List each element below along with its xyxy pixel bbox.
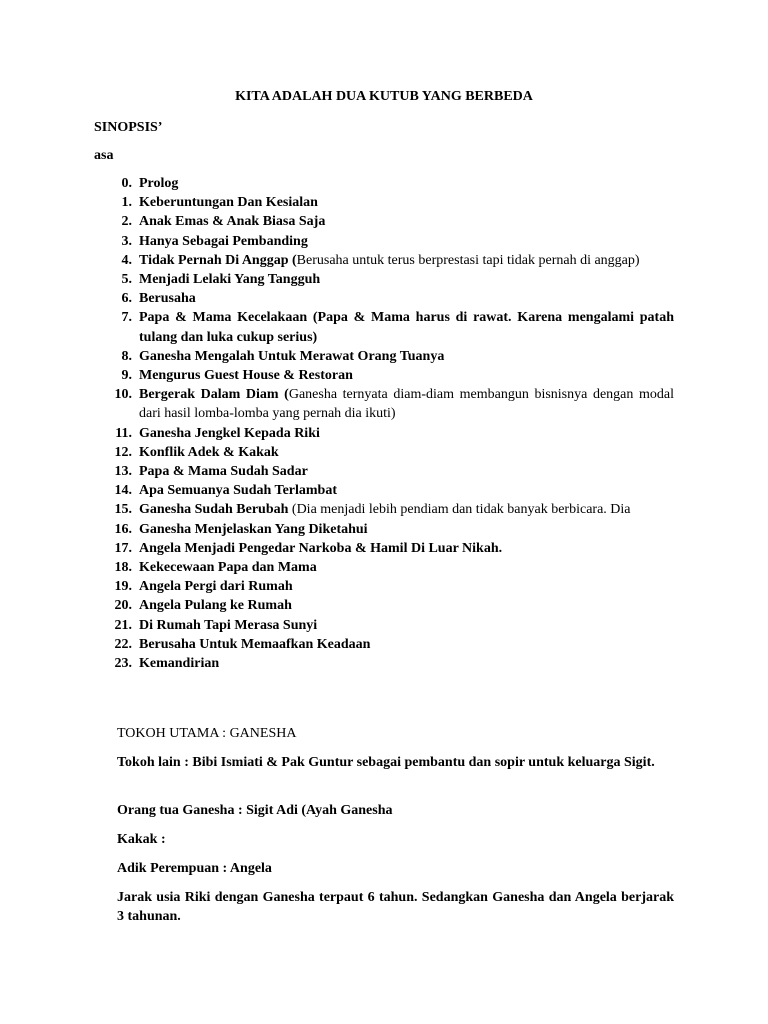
chapter-number: 10.	[114, 387, 132, 403]
chapter-item	[96, 443, 674, 462]
chapter-number: 3.	[121, 233, 132, 249]
chapter-title: Papa & Mama Sudah Sadar	[139, 464, 308, 480]
chapter-title: Angela Pergi dari Rumah	[139, 579, 293, 595]
chapter-item	[96, 366, 674, 385]
chapter-item	[96, 596, 674, 615]
chapter-note: (Dia menjadi lebih pendiam dan tidak banyak berbicara. Dia	[288, 502, 631, 518]
jarak-usia: Jarak usia Riki dengan Ganesha terpaut 6 tahun. Sedangkan Ganesha dan Angela berjarak 3 tahunan.	[117, 890, 674, 925]
chapter-item	[96, 558, 674, 577]
kakak: Kakak :	[117, 832, 166, 847]
chapter-number: 8.	[121, 348, 132, 364]
chapter-number: 7.	[121, 310, 132, 326]
chapter-title: Berusaha	[139, 291, 196, 307]
chapter-number: 21.	[114, 617, 132, 633]
chapter-item	[96, 635, 674, 654]
chapter-number: 12.	[114, 444, 132, 460]
chapter-item	[96, 251, 674, 270]
chapter-number: 13.	[114, 464, 132, 480]
tokoh-lain: Tokoh lain : Bibi Ismiati & Pak Guntur sebagai pembantu dan sopir untuk keluarga Sigit.	[117, 755, 655, 770]
chapter-item	[96, 308, 674, 346]
chapter-number: 11.	[115, 425, 132, 441]
chapter-item	[96, 577, 674, 596]
chapter-item	[96, 232, 674, 251]
chapter-number: 15.	[114, 502, 132, 518]
chapter-item	[96, 174, 674, 193]
tokoh-utama: TOKOH UTAMA : GANESHA	[117, 726, 297, 741]
chapter-item	[96, 347, 674, 366]
chapter-number: 1.	[121, 195, 132, 211]
chapter-title: Ganesha Sudah Berubah	[139, 502, 289, 518]
chapter-title: Berusaha Untuk Memaafkan Keadaan	[139, 636, 371, 652]
chapter-title: Keberuntungan Dan Kesialan	[139, 195, 318, 211]
chapter-note: Ganesha ternyata diam-diam membangun bisnisnya dengan modal dari hasil lomba-lomba yang pernah dia ikuti)	[139, 387, 674, 422]
chapter-number: 6.	[121, 291, 132, 307]
chapter-title: Anak Emas & Anak Biasa Saja	[139, 214, 326, 230]
asa-text: asa	[94, 148, 114, 163]
chapter-item	[96, 424, 674, 443]
chapter-number: 17.	[114, 540, 132, 556]
chapter-list	[96, 174, 674, 673]
chapter-number: 23.	[114, 656, 132, 672]
chapter-title: Ganesha Mengalah Untuk Merawat Orang Tuanya	[139, 348, 445, 364]
adik-perempuan: Adik Perempuan : Angela	[117, 861, 272, 876]
chapter-item	[96, 481, 674, 500]
chapter-title: Tidak Pernah Di Anggap (	[139, 252, 297, 268]
chapter-number: 19.	[114, 579, 132, 595]
chapter-title: Bergerak Dalam Diam (	[139, 387, 289, 403]
chapter-number: 4.	[121, 252, 132, 268]
chapter-title: Angela Pulang ke Rumah	[139, 598, 292, 614]
chapter-title: Ganesha Jengkel Kepada Riki	[139, 425, 320, 441]
chapter-item	[96, 539, 674, 558]
chapter-item	[96, 289, 674, 308]
chapter-title: Konflik Adek & Kakak	[139, 444, 279, 460]
chapter-number: 20.	[114, 598, 132, 614]
orang-tua: Orang tua Ganesha : Sigit Adi (Ayah Ganesha	[117, 803, 393, 818]
document-title: KITA ADALAH DUA KUTUB YANG BERBEDA	[235, 89, 533, 104]
chapter-title: Di Rumah Tapi Merasa Sunyi	[139, 617, 318, 633]
chapter-title: Apa Semuanya Sudah Terlambat	[139, 483, 338, 499]
chapter-number: 0.	[121, 176, 132, 191]
chapter-item	[96, 193, 674, 212]
chapter-number: 16.	[114, 521, 132, 537]
chapter-item	[96, 462, 674, 481]
chapter-title: Papa & Mama Kecelakaan (Papa & Mama harus di rawat. Karena mengalami patah tulang dan luka cukup serius)	[139, 310, 674, 345]
chapter-title: Hanya Sebagai Pembanding	[139, 233, 308, 249]
chapter-item	[96, 500, 674, 519]
chapter-item	[96, 654, 674, 673]
chapter-title: Mengurus Guest House & Restoran	[139, 368, 353, 384]
chapter-title: Kemandirian	[139, 656, 220, 672]
chapter-note: Berusaha untuk terus berprestasi tapi tidak pernah di anggap)	[296, 252, 640, 268]
chapter-number: 2.	[121, 214, 132, 230]
chapter-title: Ganesha Menjelaskan Yang Diketahui	[139, 521, 368, 537]
chapter-title: Kekecewaan Papa dan Mama	[139, 560, 317, 576]
sinopsis-label: SINOPSIS’	[94, 120, 163, 135]
chapter-item	[96, 385, 674, 423]
chapter-number: 9.	[121, 368, 132, 384]
chapter-item	[96, 520, 674, 539]
chapter-title: Menjadi Lelaki Yang Tangguh	[139, 272, 321, 288]
chapter-title: Prolog	[139, 176, 179, 191]
chapter-number: 5.	[121, 272, 132, 288]
chapter-number: 22.	[114, 636, 132, 652]
chapter-number: 14.	[114, 483, 132, 499]
chapter-title: Angela Menjadi Pengedar Narkoba & Hamil Di Luar Nikah.	[139, 540, 503, 556]
chapter-item	[96, 270, 674, 289]
chapter-item	[96, 616, 674, 635]
chapter-item	[96, 212, 674, 231]
chapter-number: 18.	[114, 560, 132, 576]
